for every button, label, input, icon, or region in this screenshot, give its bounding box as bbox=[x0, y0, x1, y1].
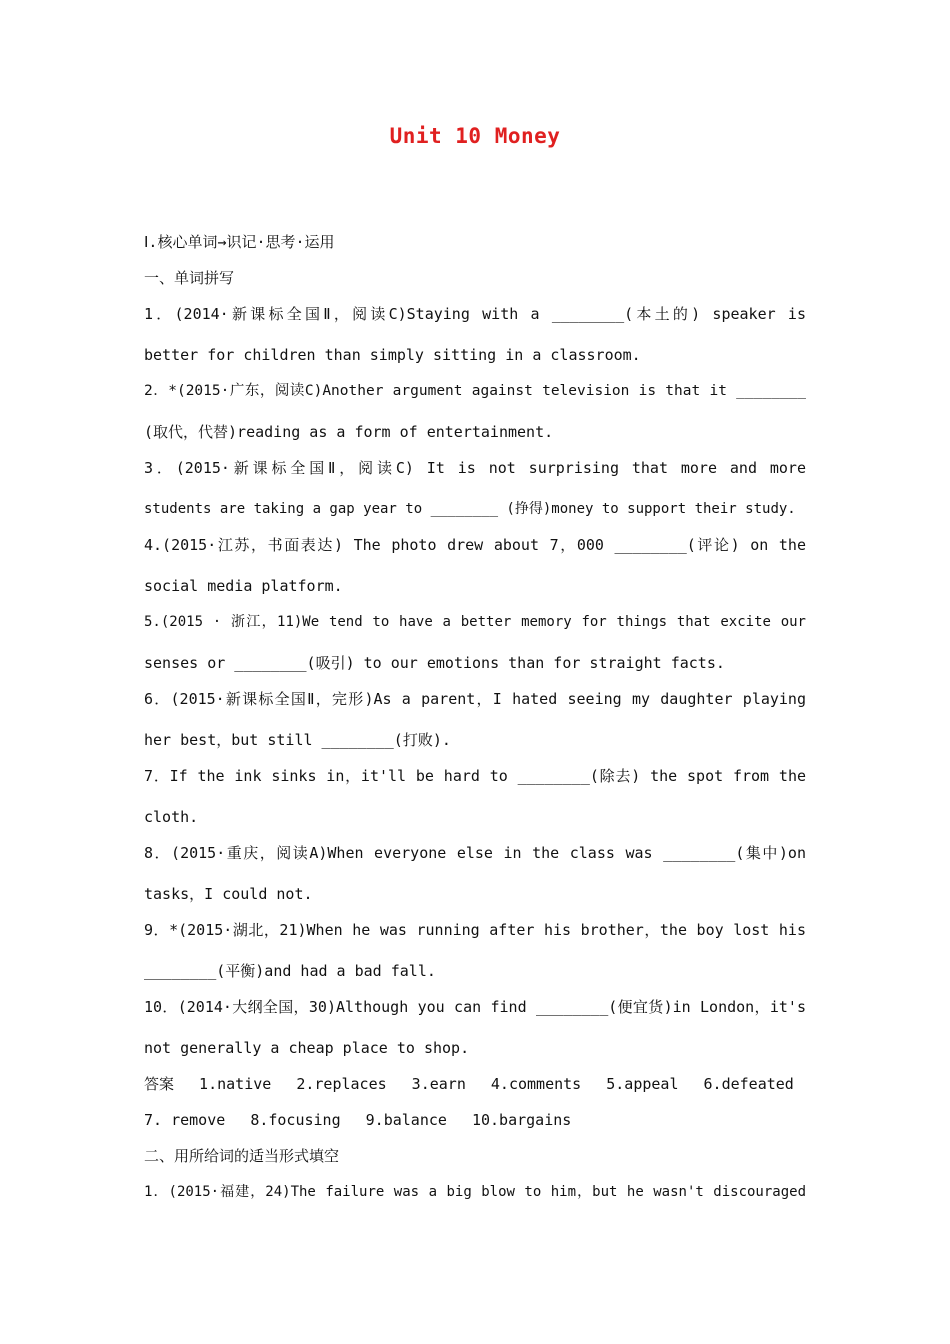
section-heading: 一、单词拼写 bbox=[144, 269, 235, 287]
answer-label: 答案 bbox=[144, 1075, 175, 1093]
question-line: social media platform. bbox=[144, 577, 343, 595]
question-line: 7．If the ink sinks in，it'll be hard to ________(除去) the spot from the bbox=[144, 767, 806, 785]
answer-row bbox=[144, 1072, 806, 1108]
question-line: 9．*(2015·湖北，21)When he was running after his brother，the boy lost his bbox=[144, 921, 806, 939]
question-line: senses or ________(吸引) to our emotions than for straight facts. bbox=[144, 654, 725, 672]
question-item bbox=[144, 533, 806, 610]
question-line: cloth. bbox=[144, 808, 199, 826]
answer-item: 10.bargains bbox=[471, 1111, 572, 1129]
question-item bbox=[144, 379, 806, 456]
answer-item: 3.earn bbox=[411, 1075, 466, 1093]
question-line: 1．(2015·福建，24)The failure was a big blow to him，but he wasn't discouraged bbox=[144, 1184, 806, 1200]
question-line: ________(平衡)and had a bad fall. bbox=[144, 962, 436, 980]
part-heading: Ⅰ.核心单词→识记·思考·运用 bbox=[144, 233, 335, 251]
answer-item: 9.balance bbox=[365, 1111, 447, 1129]
question-line: 6．(2015·新课标全国Ⅱ，完形)As a parent，I hated seeing my daughter playing bbox=[144, 690, 806, 708]
question-line: 8．(2015·重庆，阅读A)When everyone else in the class was ________(集中)on bbox=[144, 844, 806, 862]
answer-item: 6.defeated bbox=[703, 1075, 794, 1093]
answer-item: 5.appeal bbox=[606, 1075, 679, 1093]
page-title: Unit 10 Money bbox=[389, 124, 561, 148]
question-item bbox=[144, 1180, 806, 1221]
answer-item: 2.replaces bbox=[296, 1075, 387, 1093]
question-item bbox=[144, 687, 806, 764]
question-line: 5.(2015 · 浙江，11)We tend to have a better memory for things that excite our bbox=[144, 614, 806, 630]
question-item bbox=[144, 302, 806, 379]
question-item bbox=[144, 841, 806, 918]
question-item bbox=[144, 918, 806, 995]
question-line: tasks，I could not. bbox=[144, 885, 313, 903]
question-line: not generally a cheap place to shop. bbox=[144, 1039, 470, 1057]
question-line: 2．*(2015·广东，阅读C)Another argument against television is that it ________ bbox=[144, 383, 806, 399]
question-line: (取代，代替)reading as a form of entertainment. bbox=[144, 423, 554, 441]
question-item bbox=[144, 610, 806, 687]
question-item bbox=[144, 764, 806, 841]
question-item bbox=[144, 456, 806, 533]
section-heading: 二、用所给词的适当形式填空 bbox=[144, 1147, 340, 1165]
answer-row bbox=[144, 1108, 806, 1144]
answer-item: 7. remove bbox=[144, 1111, 226, 1129]
answer-item: 4.comments bbox=[490, 1075, 582, 1093]
question-line: better for children than simply sitting in a classroom. bbox=[144, 346, 641, 364]
document-content bbox=[144, 230, 806, 1221]
question-line: 4.(2015·江苏，书面表达) The photo drew about 7，000 ________(评论) on the bbox=[144, 536, 806, 554]
question-line: 1．(2014·新课标全国Ⅱ，阅读C)Staying with a ________(本土的) speaker is bbox=[144, 305, 806, 323]
answer-item: 8.focusing bbox=[250, 1111, 341, 1129]
answer-item: 1.native bbox=[199, 1075, 272, 1093]
question-line: 10．(2014·大纲全国，30)Although you can find ________(便宜货)in London，it's bbox=[144, 998, 806, 1016]
question-line: students are taking a gap year to ________ (挣得)money to support their study. bbox=[144, 501, 796, 517]
question-item bbox=[144, 995, 806, 1072]
question-line: her best，but still ________(打败). bbox=[144, 731, 451, 749]
question-line: 3．(2015·新课标全国Ⅱ，阅读C) It is not surprising that more and more bbox=[144, 459, 806, 477]
